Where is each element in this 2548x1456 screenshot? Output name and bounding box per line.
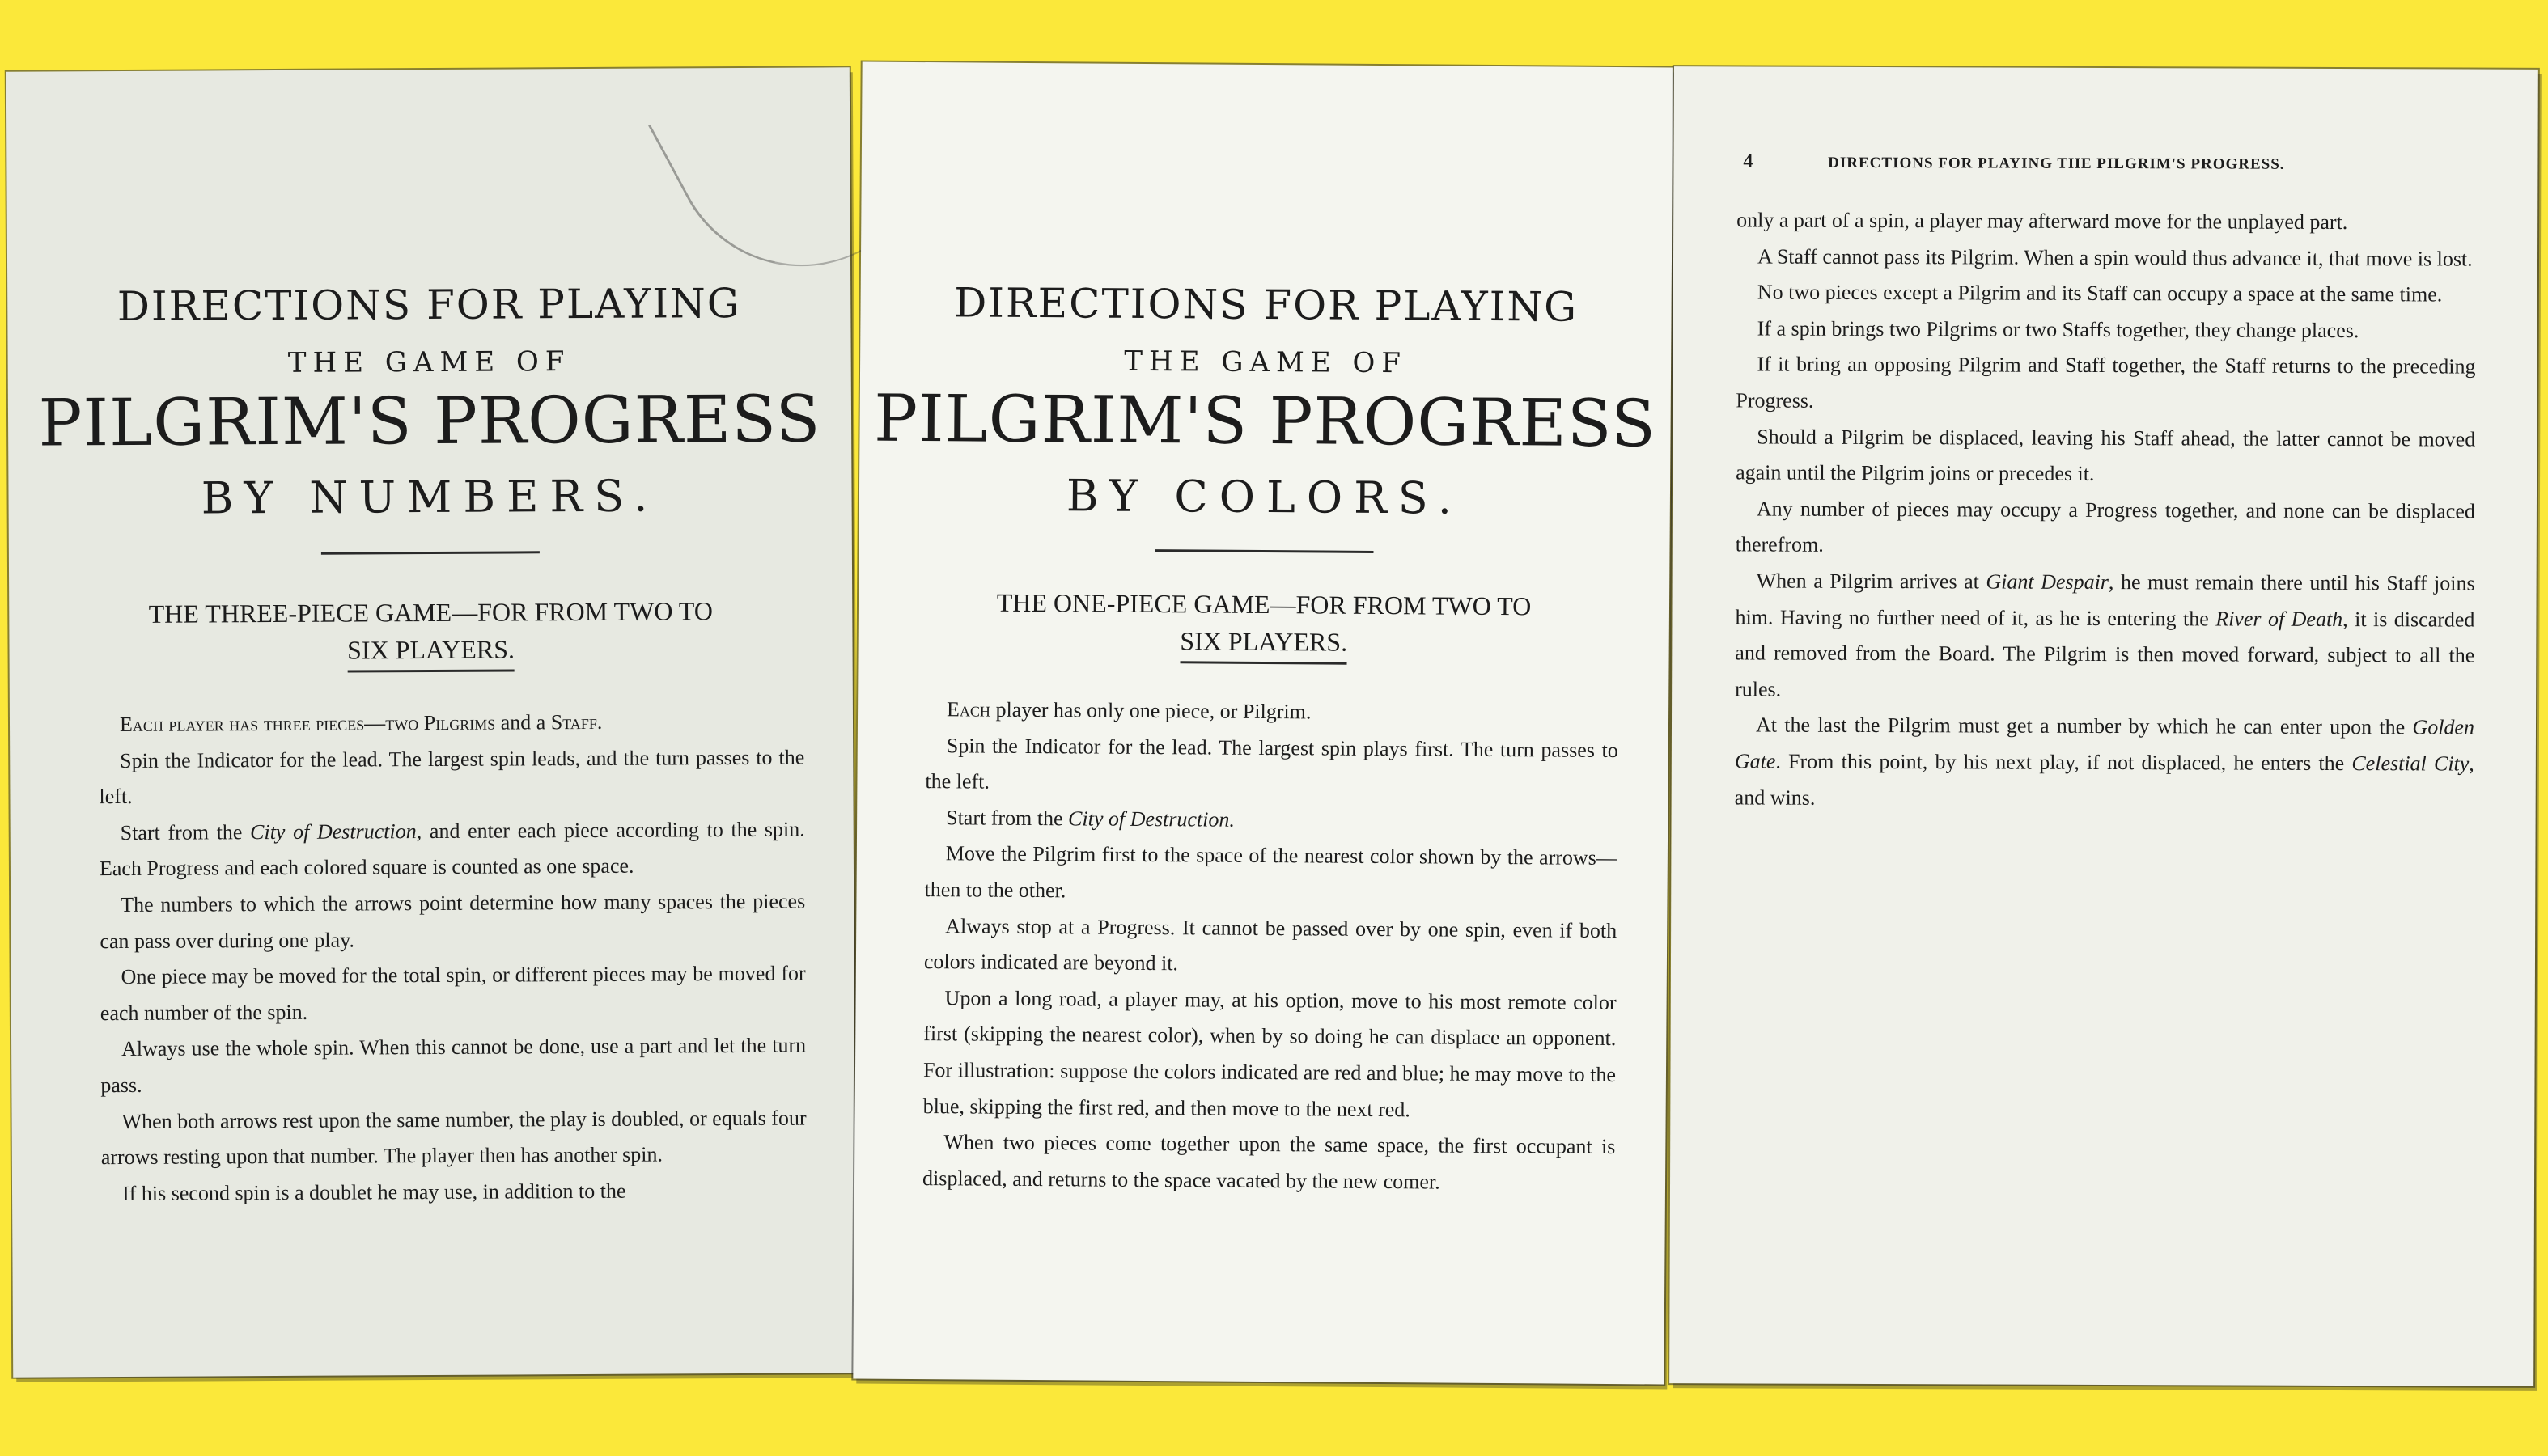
paragraph: Spin the Indicator for the lead. The largest spin plays first. The turn passes to the left. xyxy=(925,733,1618,794)
page-left xyxy=(6,67,856,1377)
text-segment: Pilgrims xyxy=(423,710,496,735)
text-segment: . From this point, by his next play, if not displaced, he enters the xyxy=(1775,749,2352,775)
page-middle xyxy=(853,62,1673,1385)
text-segment: , it is discarded and removed from the Board. The Pilgrim is then moved forward, subject to all the rules. xyxy=(1735,607,2475,701)
title-by: BY NUMBERS. xyxy=(201,470,659,524)
paragraph: If it bring an opposing Pilgrim and Staff together, the Staff returns to the preceding Progress. xyxy=(1736,352,2476,413)
paragraph xyxy=(926,692,1618,733)
text-segment: River of Death xyxy=(2215,607,2343,631)
text-segment: At the last the Pilgrim must get a number by which he can enter upon the xyxy=(1755,713,2413,739)
divider-rule xyxy=(1155,549,1373,553)
paragraph: Move the Pilgrim first to the space of the nearest color shown by the arrows—then to the other. xyxy=(924,841,1617,903)
paragraph: The numbers to which the arrows point determine how many spaces the pieces can pass over during one play. xyxy=(100,889,806,953)
body-text xyxy=(1735,202,2477,818)
text-segment: player has only one piece, or Pilgrim. xyxy=(990,697,1312,724)
paragraph: Always stop at a Progress. It cannot be passed over by one spin, even if both colors indicated are beyond it. xyxy=(923,913,1617,976)
paragraph: When two pieces come together upon the same space, the first occupant is displaced, and returns to the space vacated by the new comer. xyxy=(922,1130,1616,1194)
title-block xyxy=(859,279,1671,556)
text-segment: Celestial City xyxy=(2351,751,2470,776)
text-segment: City of Destruction. xyxy=(1067,806,1236,832)
paragraph: only a part of a spin, a player may afterward move for the unplayed part. xyxy=(1736,208,2348,235)
paragraph xyxy=(100,811,805,887)
running-head xyxy=(1743,150,2471,175)
paragraph: Spin the Indicator for the lead. The largest spin leads, and the turn passes to the left. xyxy=(99,745,805,809)
paragraph: If a spin brings two Pilgrims or two Staffs together, they change places. xyxy=(1757,316,2359,342)
paragraph: A Staff cannot pass its Pilgrim. When a spin would thus advance it, that move is lost. xyxy=(1757,244,2473,271)
section-heading xyxy=(891,583,1638,667)
running-head-title: DIRECTIONS FOR PLAYING THE PILGRIM'S PROGRESS. xyxy=(1828,154,2285,173)
paragraph xyxy=(1735,708,2474,819)
section-line1: THE THREE-PIECE GAME—FOR FROM TWO TO xyxy=(148,596,713,629)
text-segment: Each player has three pieces—two xyxy=(119,711,424,737)
paragraph: If his second spin is a doublet he may use, in addition to the xyxy=(121,1179,626,1205)
title-top: DIRECTIONS FOR PLAYING xyxy=(117,279,741,331)
text-segment: Staff. xyxy=(550,709,603,734)
section-line2: SIX PLAYERS. xyxy=(1180,622,1347,664)
text-segment: , and enter each piece according to the spin. Each Progress and each colored square is counted as one space. xyxy=(99,817,805,881)
text-segment: Start from the xyxy=(120,819,251,844)
text-segment: City of Destruction xyxy=(250,819,417,844)
paragraph: No two pieces except a Pilgrim and its Staff can occupy a space at the same time. xyxy=(1757,280,2443,307)
title-main: PILGRIM'S PROGRESS xyxy=(873,380,1657,462)
title-sub: THE GAME OF xyxy=(1124,345,1408,380)
folded-corner xyxy=(648,52,886,312)
paragraph: Any number of pieces may occupy a Progress together, and none can be displaced therefrom. xyxy=(1735,497,2475,557)
body-text xyxy=(922,692,1618,1201)
text-segment: Giant Despair xyxy=(1986,569,2109,594)
paragraph: Always use the whole spin. When this cannot be done, use a part and let the turn pass. xyxy=(100,1033,807,1098)
page-right xyxy=(1669,66,2538,1386)
section-heading xyxy=(57,592,803,675)
paragraph: One piece may be moved for the total spin, or different pieces may be moved for each number of the spin. xyxy=(100,961,806,1025)
paragraph: When both arrows rest upon the same number, the play is doubled, or equals four arrows resting upon that number. The player then has another spin. xyxy=(100,1106,807,1170)
paragraph xyxy=(925,800,1617,841)
body-text xyxy=(99,704,807,1213)
paragraph xyxy=(99,704,804,743)
section-line1: THE ONE-PIECE GAME—FOR FROM TWO TO xyxy=(996,587,1532,621)
text-segment: , he must remain there until his Staff joins him. Having no further need of it, as he is entering the xyxy=(1735,569,2475,631)
paragraph: Upon a long road, a player may, at his option, move to his most remote color first (skipping the nearest color), when by so doing he can displace an opponent. For illustration: suppose the colors indicated are red and blue; he may move to the blue, skipping the first red, and then move to the next red. xyxy=(922,986,1617,1121)
text-segment: Golden Gate xyxy=(1734,715,2475,773)
text-segment: and a xyxy=(495,710,551,734)
paragraph: Should a Pilgrim be displaced, leaving his Staff ahead, the latter cannot be moved again until the Pilgrim joins or precedes it. xyxy=(1736,425,2476,486)
text-segment: Start from the xyxy=(946,806,1069,831)
text-segment: Each xyxy=(947,697,991,722)
text-segment: , and wins. xyxy=(1734,751,2474,810)
title-block xyxy=(7,279,852,556)
title-by: BY COLORS. xyxy=(1066,470,1464,524)
divider-rule xyxy=(321,551,540,554)
title-main: PILGRIM'S PROGRESS xyxy=(38,381,821,461)
page-number: 4 xyxy=(1743,150,1754,172)
paragraph xyxy=(1735,563,2475,710)
title-top: DIRECTIONS FOR PLAYING xyxy=(953,279,1579,331)
text-segment: When a Pilgrim arrives at xyxy=(1756,569,1986,594)
section-line2: SIX PLAYERS. xyxy=(347,630,515,672)
title-sub: THE GAME OF xyxy=(287,345,571,379)
